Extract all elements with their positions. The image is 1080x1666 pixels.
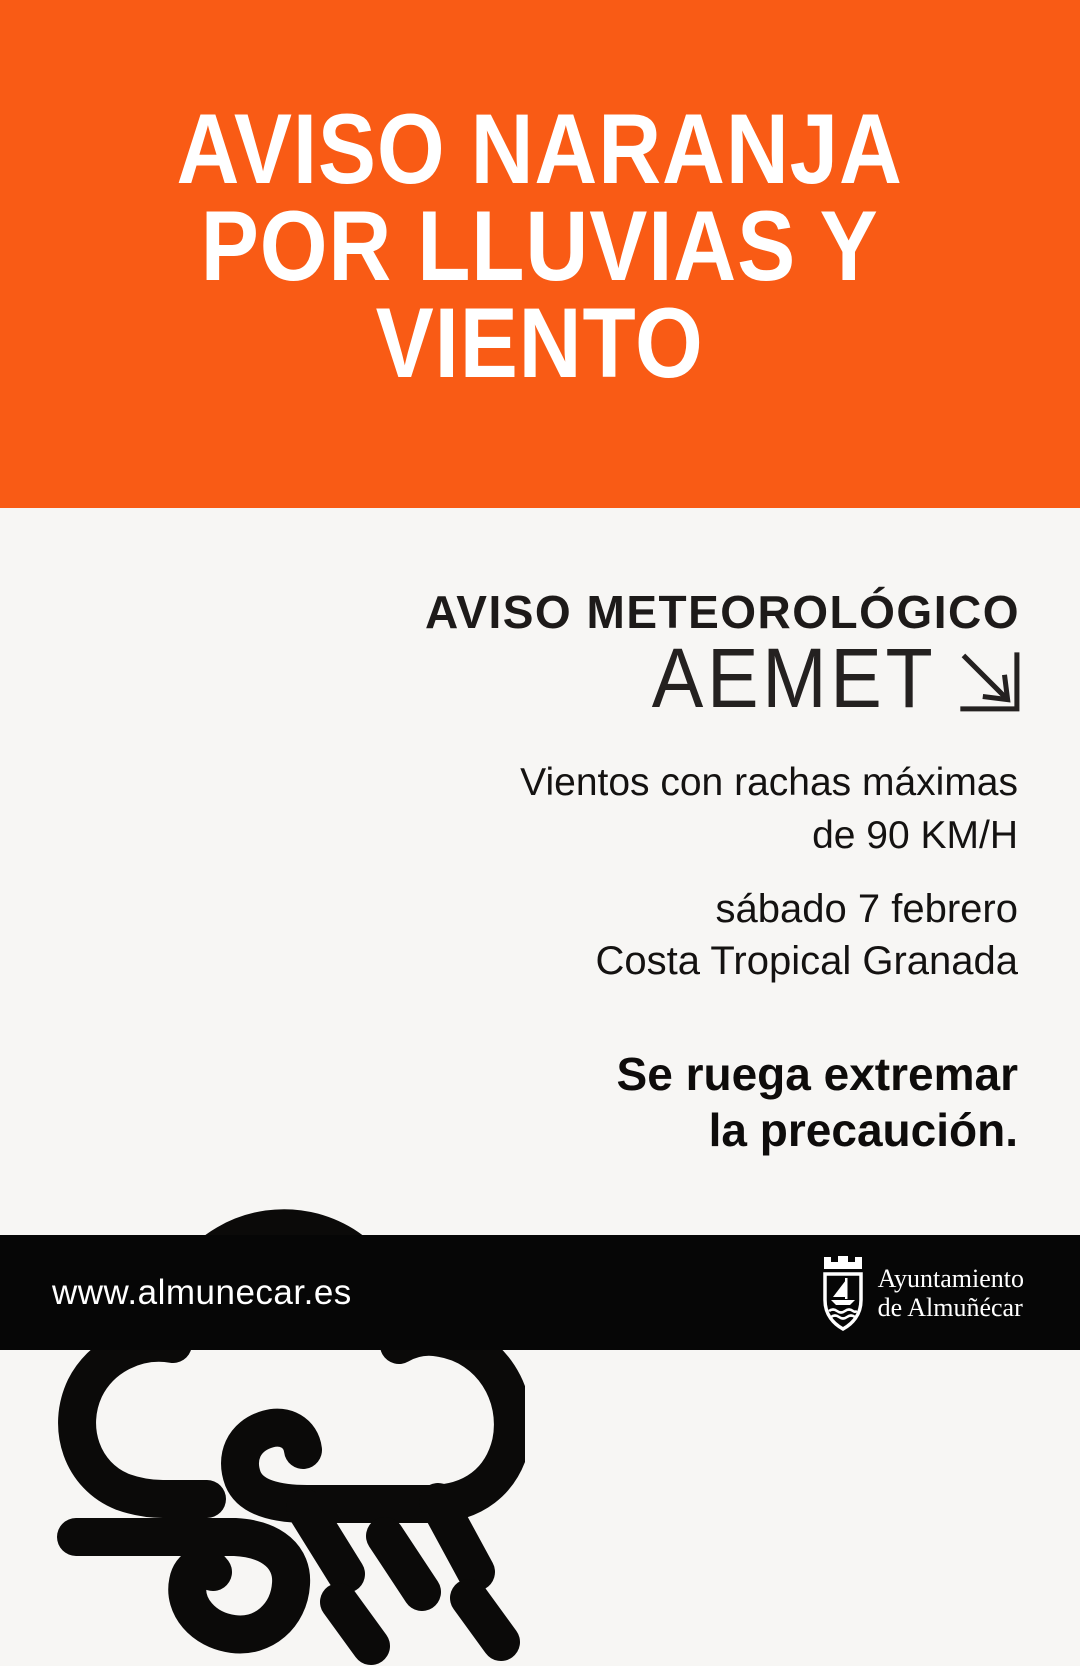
alert-title-line-1: AVISO NARANJA bbox=[176, 93, 904, 204]
alert-details-section bbox=[0, 508, 1080, 1235]
alert-date: sábado 7 febrero bbox=[715, 887, 1018, 931]
alert-area: Costa Tropical Granada bbox=[595, 939, 1018, 983]
almunecar-coat-of-arms bbox=[820, 1253, 866, 1333]
website-url: www.almunecar.es bbox=[52, 1272, 352, 1312]
alert-title-line-2: POR LLUVIAS Y bbox=[201, 190, 879, 301]
arrow-down-right-icon bbox=[958, 650, 1020, 712]
wind-warning-text bbox=[520, 756, 1018, 862]
advice-line-2: la precaución. bbox=[708, 1104, 1018, 1156]
caution-advice-text bbox=[617, 1046, 1018, 1158]
org-name-line-2: de Almuñécar bbox=[877, 1292, 1023, 1322]
wind-warning-line-1: Vientos con rachas máximas bbox=[520, 761, 1018, 804]
org-name-line-1: Ayuntamiento bbox=[877, 1263, 1024, 1293]
town-hall-logo bbox=[820, 1253, 1024, 1333]
alert-title bbox=[176, 93, 904, 398]
advice-line-1: Se ruega extremar bbox=[616, 1048, 1018, 1100]
alert-title-line-3: VIENTO bbox=[375, 287, 705, 398]
aemet-wordmark: AEMET bbox=[651, 631, 936, 725]
org-name bbox=[878, 1264, 1024, 1322]
footer-bar bbox=[0, 1235, 1080, 1350]
wind-warning-line-2: de 90 KM/H bbox=[812, 814, 1018, 857]
aemet-logo bbox=[627, 631, 1020, 725]
meteo-warning-heading: AVISO METEOROLÓGICO bbox=[424, 586, 1020, 638]
alert-banner bbox=[0, 0, 1080, 508]
date-area-text bbox=[596, 883, 1018, 987]
